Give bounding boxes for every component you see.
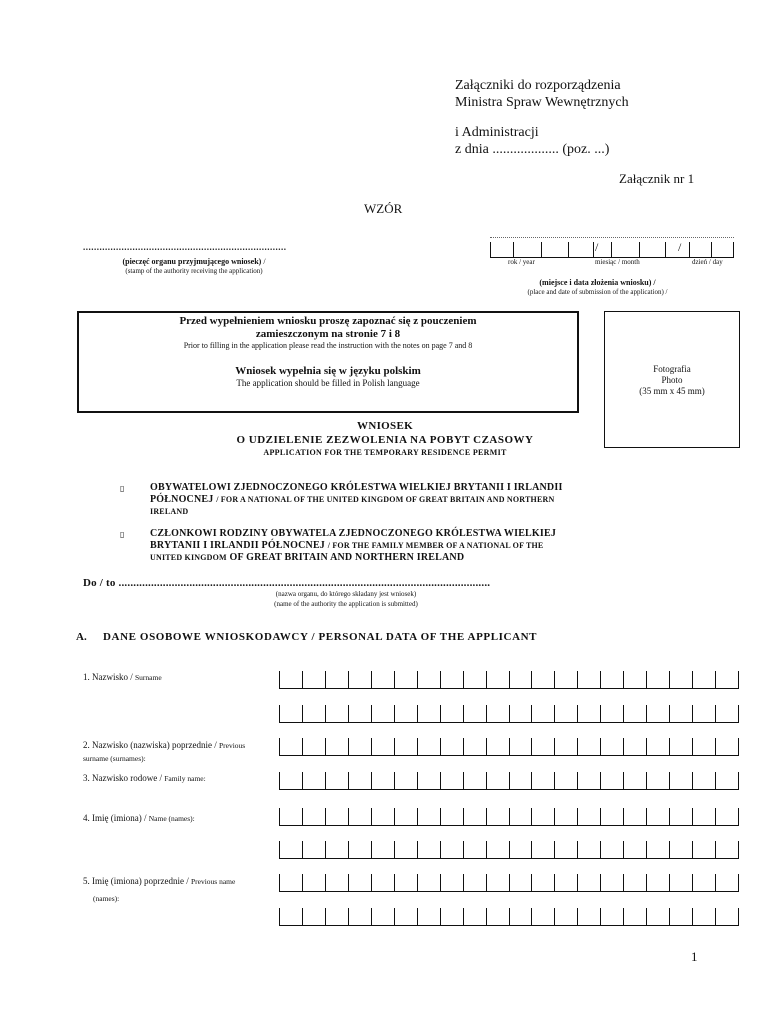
cell-divider — [531, 705, 532, 722]
cell-divider — [554, 841, 555, 858]
cell-divider — [646, 671, 647, 688]
cell-divider — [554, 908, 555, 925]
option-uk-national[interactable]: ▯ OBYWATELOWI ZJEDNOCZONEGO KRÓLESTWA WIELKIEJ BRYTANII I IRLANDII PÓŁNOCNEJ / FOR A NATIONAL OF THE UNITED KINGDOM OF GREAT BRITAIN AND NORTHERN IRELAND — [120, 482, 563, 516]
cell-divider — [325, 772, 326, 789]
checkbox-icon[interactable]: ▯ — [120, 530, 125, 539]
cell-divider — [646, 772, 647, 789]
place-date-label-pl: (miejsce i data złożenia wniosku) / — [539, 278, 656, 287]
cell-divider — [302, 705, 303, 722]
cell-divider — [577, 738, 578, 755]
cell-divider — [417, 705, 418, 722]
cell-divider — [348, 808, 349, 825]
surname-input-row-2[interactable] — [279, 703, 739, 723]
cell-divider — [463, 874, 464, 891]
cell-divider — [348, 772, 349, 789]
cell-divider — [509, 738, 510, 755]
title-line-2: O UDZIELENIE ZEZWOLENIA NA POBYT CZASOWY — [236, 434, 534, 446]
cell-divider — [554, 738, 555, 755]
cell-divider — [646, 808, 647, 825]
cell-divider — [600, 738, 601, 755]
notice-line-en: Prior to filling in the application please read the instruction with the notes on page 7 and 8 — [183, 341, 473, 350]
cell-divider — [463, 908, 464, 925]
field-label-previous-name: 5. Imię (imiona) poprzednie / Previous name — [83, 876, 236, 886]
cell-divider — [692, 841, 693, 858]
cell-divider — [325, 738, 326, 755]
cell-divider — [279, 738, 280, 755]
previous-surname-input[interactable] — [279, 736, 739, 756]
cell-divider — [394, 671, 395, 688]
cell-divider — [440, 738, 441, 755]
photo-label-pl: Fotografia — [653, 364, 691, 374]
cell-divider — [715, 738, 716, 755]
cell-divider — [623, 874, 624, 891]
cell-divider — [302, 738, 303, 755]
cell-divider — [692, 705, 693, 722]
date-separator: / — [678, 240, 682, 254]
notice-language-en: The application should be filled in Polish language — [236, 378, 420, 388]
cell-divider — [715, 908, 716, 925]
cell-divider — [715, 671, 716, 688]
cell-divider — [371, 908, 372, 925]
cell-divider — [417, 772, 418, 789]
cell-divider — [509, 874, 510, 891]
cell-divider — [531, 874, 532, 891]
cell-divider — [646, 705, 647, 722]
cell-divider — [600, 671, 601, 688]
cell-divider — [669, 908, 670, 925]
cell-divider — [509, 671, 510, 688]
annex-number: Załącznik nr 1 — [619, 171, 695, 186]
title-line-3: APPLICATION FOR THE TEMPORARY RESIDENCE PERMIT — [263, 448, 507, 457]
cell-divider — [348, 908, 349, 925]
cell-divider — [715, 841, 716, 858]
previous-name-input-row-1[interactable] — [279, 872, 739, 892]
cell-divider — [646, 738, 647, 755]
cell-divider — [371, 808, 372, 825]
cell-divider — [486, 671, 487, 688]
cell-divider — [486, 874, 487, 891]
cell-divider — [371, 841, 372, 858]
cell-divider — [486, 705, 487, 722]
cell-divider — [692, 772, 693, 789]
cell-divider — [531, 808, 532, 825]
notice-line-1: Przed wypełnieniem wniosku proszę zapoznać się z pouczeniem — [179, 315, 477, 327]
cell-divider — [600, 772, 601, 789]
cell-divider — [463, 705, 464, 722]
field-label-previous-name-cont: (names): — [93, 894, 120, 903]
cell-divider — [669, 808, 670, 825]
cell-divider — [371, 772, 372, 789]
place-date-label-en: (place and date of submission of the application) / — [527, 288, 668, 296]
cell-divider — [394, 772, 395, 789]
cell-divider — [486, 808, 487, 825]
cell-divider — [371, 738, 372, 755]
previous-name-input-row-2[interactable] — [279, 906, 739, 926]
cell-divider — [531, 908, 532, 925]
photo-size: (35 mm x 45 mm) — [639, 386, 705, 396]
cell-divider — [417, 671, 418, 688]
addressee-hint-en: (name of the authority the application is submitted) — [274, 600, 418, 608]
cell-divider — [669, 772, 670, 789]
cell-divider — [302, 671, 303, 688]
cell-divider — [279, 705, 280, 722]
cell-divider — [486, 738, 487, 755]
field-label-surname: 1. Nazwisko / Surname — [83, 672, 162, 682]
cell-divider — [554, 772, 555, 789]
family-name-input[interactable] — [279, 770, 739, 790]
cell-divider — [738, 772, 739, 789]
cell-divider — [738, 705, 739, 722]
cell-divider — [554, 705, 555, 722]
cell-divider — [715, 808, 716, 825]
addressee-hint-pl: (nazwa organu, do którego składany jest wniosek) — [275, 590, 417, 598]
cell-divider — [302, 808, 303, 825]
notice-language-pl: Wniosek wypełnia się w języku polskim — [235, 365, 421, 377]
stamp-label-pl: (pieczęć organu przyjmującego wniosek) / — [122, 257, 266, 266]
cell-divider — [279, 671, 280, 688]
cell-divider — [440, 772, 441, 789]
cell-divider — [738, 908, 739, 925]
photo-label-en: Photo — [661, 375, 683, 385]
cell-divider — [623, 671, 624, 688]
cell-divider — [371, 705, 372, 722]
section-a-title: DANE OSOBOWE WNIOSKODAWCY / PERSONAL DATA OF THE APPLICANT — [103, 631, 538, 643]
cell-divider — [692, 908, 693, 925]
cell-divider — [279, 808, 280, 825]
option-uk-family-member[interactable]: ▯ CZŁONKOWI RODZINY OBYWATELA ZJEDNOCZONEGO KRÓLESTWA WIELKIEJ BRYTANII I IRLANDII PÓŁNOCNEJ / FOR THE FAMILY MEMBER OF A NATIONAL OF THE UNITED KINGDOM OF GREAT BRITAIN AND NORTHERN IRELAND — [120, 528, 557, 563]
cell-divider — [669, 671, 670, 688]
cell-divider — [623, 705, 624, 722]
cell-divider — [531, 841, 532, 858]
cell-divider — [577, 874, 578, 891]
cell-divider — [715, 874, 716, 891]
cell-divider — [509, 908, 510, 925]
cell-divider — [715, 705, 716, 722]
date-month-label: miesiąc / month — [595, 258, 640, 266]
cell-divider — [348, 671, 349, 688]
cell-divider — [738, 874, 739, 891]
cell-divider — [348, 738, 349, 755]
cell-divider — [531, 671, 532, 688]
checkbox-icon[interactable]: ▯ — [120, 484, 125, 493]
cell-divider — [463, 738, 464, 755]
cell-divider — [623, 738, 624, 755]
cell-divider — [486, 841, 487, 858]
cell-divider — [531, 738, 532, 755]
section-a-letter: A. — [76, 631, 87, 643]
name-input-row-2[interactable] — [279, 839, 739, 859]
cell-divider — [738, 841, 739, 858]
cell-divider — [509, 705, 510, 722]
title-line-1: WNIOSEK — [357, 420, 413, 432]
cell-divider — [440, 808, 441, 825]
cell-divider — [646, 874, 647, 891]
cell-divider — [463, 808, 464, 825]
cell-divider — [646, 841, 647, 858]
date-day-label: dzień / day — [692, 258, 723, 266]
cell-divider — [394, 738, 395, 755]
cell-divider — [623, 908, 624, 925]
cell-divider — [325, 841, 326, 858]
cell-divider — [440, 841, 441, 858]
cell-divider — [325, 908, 326, 925]
cell-divider — [394, 705, 395, 722]
cell-divider — [302, 772, 303, 789]
cell-divider — [325, 705, 326, 722]
date-field[interactable] — [490, 240, 734, 258]
cell-divider — [279, 841, 280, 858]
cell-divider — [577, 772, 578, 789]
cell-divider — [325, 808, 326, 825]
field-label-family-name: 3. Nazwisko rodowe / Family name: — [83, 773, 206, 783]
cell-divider — [509, 808, 510, 825]
cell-divider — [348, 874, 349, 891]
notice-line-2: zamieszczonym na stronie 7 i 8 — [255, 328, 401, 340]
cell-divider — [692, 671, 693, 688]
cell-divider — [302, 908, 303, 925]
cell-divider — [623, 772, 624, 789]
cell-divider — [577, 841, 578, 858]
cell-divider — [646, 908, 647, 925]
addressee-field[interactable]: Do / to .............................................................................................................................. — [83, 577, 491, 589]
cell-divider — [463, 772, 464, 789]
cell-divider — [669, 841, 670, 858]
cell-divider — [669, 874, 670, 891]
name-input-row-1[interactable] — [279, 806, 739, 826]
cell-divider — [371, 671, 372, 688]
cell-divider — [486, 908, 487, 925]
cell-divider — [463, 671, 464, 688]
cell-divider — [279, 874, 280, 891]
cell-divider — [623, 841, 624, 858]
cell-divider — [394, 841, 395, 858]
header-line-4: z dnia ................... (poz. ...) — [455, 142, 610, 157]
cell-divider — [715, 772, 716, 789]
date-separator: / — [595, 240, 599, 254]
cell-divider — [509, 772, 510, 789]
date-year-label: rok / year — [508, 258, 535, 266]
cell-divider — [554, 874, 555, 891]
cell-divider — [440, 671, 441, 688]
cell-divider — [600, 808, 601, 825]
cell-divider — [463, 841, 464, 858]
cell-divider — [738, 738, 739, 755]
cell-divider — [417, 738, 418, 755]
header-line-1: Załączniki do rozporządzenia — [455, 78, 621, 93]
cell-divider — [623, 808, 624, 825]
header-line-2: Ministra Spraw Wewnętrznych — [455, 95, 629, 110]
cell-divider — [325, 671, 326, 688]
cell-divider — [669, 738, 670, 755]
cell-divider — [600, 874, 601, 891]
cell-divider — [600, 908, 601, 925]
cell-divider — [394, 808, 395, 825]
cell-divider — [279, 772, 280, 789]
cell-divider — [417, 874, 418, 891]
page-number: 1 — [691, 949, 698, 964]
cell-divider — [577, 808, 578, 825]
cell-divider — [531, 772, 532, 789]
cell-divider — [554, 671, 555, 688]
cell-divider — [394, 874, 395, 891]
cell-divider — [600, 841, 601, 858]
surname-input-row-1[interactable] — [279, 669, 739, 689]
cell-divider — [440, 908, 441, 925]
cell-divider — [554, 808, 555, 825]
field-label-name: 4. Imię (imiona) / Name (names): — [83, 813, 195, 823]
cell-divider — [417, 808, 418, 825]
cell-divider — [325, 874, 326, 891]
cell-divider — [371, 874, 372, 891]
wzor-label: WZÓR — [364, 201, 403, 216]
header-line-3: i Administracji — [455, 125, 539, 140]
cell-divider — [417, 841, 418, 858]
cell-divider — [692, 738, 693, 755]
cell-divider — [486, 772, 487, 789]
cell-divider — [738, 671, 739, 688]
field-label-previous-surname: 2. Nazwisko (nazwiska) poprzednie / Previous surname (surnames): — [83, 740, 246, 763]
cell-divider — [348, 705, 349, 722]
cell-divider — [440, 705, 441, 722]
cell-divider — [577, 908, 578, 925]
cell-divider — [600, 705, 601, 722]
stamp-label-en: (stamp of the authority receiving the application) — [125, 267, 263, 275]
cell-divider — [692, 874, 693, 891]
cell-divider — [738, 808, 739, 825]
cell-divider — [348, 841, 349, 858]
cell-divider — [417, 908, 418, 925]
cell-divider — [394, 908, 395, 925]
cell-divider — [509, 841, 510, 858]
cell-divider — [577, 671, 578, 688]
cell-divider — [302, 874, 303, 891]
cell-divider — [692, 808, 693, 825]
cell-divider — [440, 874, 441, 891]
notice-box — [77, 311, 579, 413]
cell-divider — [577, 705, 578, 722]
cell-divider — [669, 705, 670, 722]
stamp-dots: .......................................................................... — [83, 242, 287, 252]
cell-divider — [279, 908, 280, 925]
cell-divider — [302, 841, 303, 858]
